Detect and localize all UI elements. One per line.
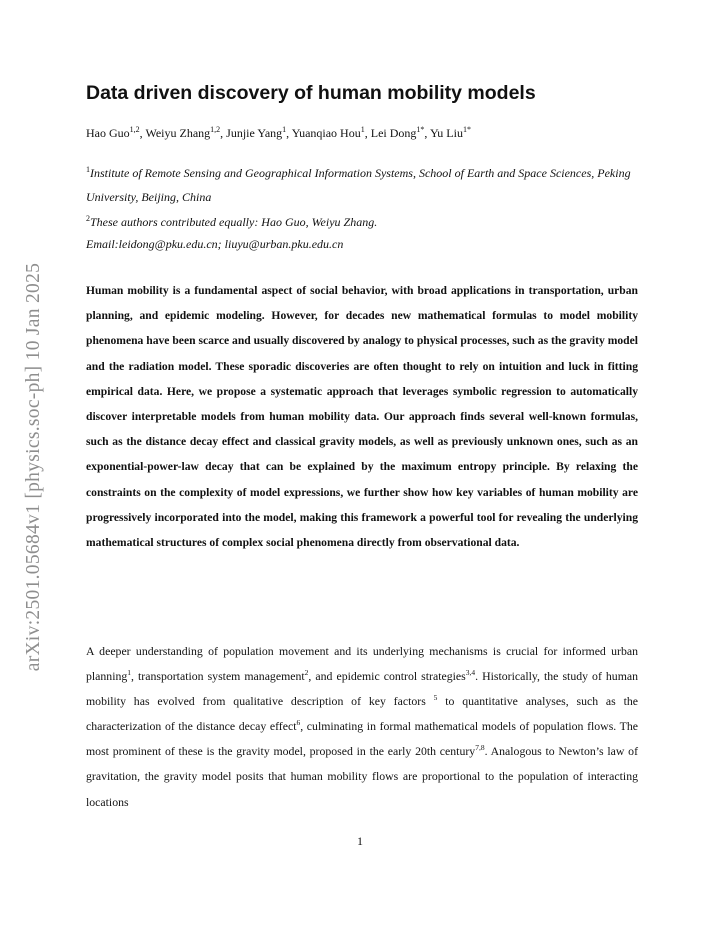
affiliation-mark: 2 (86, 214, 90, 223)
affiliation-mark: 1 (86, 165, 90, 174)
citation-ref[interactable]: 1 (127, 668, 132, 678)
intro-text: , and epidemic control strategies (308, 669, 466, 684)
arxiv-id-text: arXiv:2501.05684v1 [physics.soc-ph] 10 Jan 2025 (23, 262, 44, 672)
intro-text: to quantitative analyses, such as the characterization of the distance decay effect (86, 694, 638, 734)
affiliation-1-text: Institute of Remote Sensing and Geographical Information Systems, School of Earth and Space Sciences, Peking University, Beijing, China (86, 166, 631, 204)
author-name: Lei Dong (370, 126, 417, 140)
intro-text: . Historically, the study of human mobility has evolved from qualitative description of key factors (86, 669, 639, 709)
author-affiliation-mark: 1* (462, 125, 471, 134)
paper-title: Data driven discovery of human mobility models (86, 82, 536, 104)
page-number: 1 (357, 834, 363, 848)
author-affiliation-mark: 1 (282, 125, 287, 134)
affiliation-2-text: These authors contributed equally: Hao Guo, Weiyu Zhang. (90, 215, 378, 229)
author-name: Junjie Yang (226, 126, 283, 140)
author-affiliation-mark: 1,2 (129, 125, 140, 134)
intro-text: A deeper understanding of population movement and its underlying mechanisms is crucial for informed urban planning (86, 644, 638, 684)
arxiv-side-stamp (12, 222, 56, 712)
affiliation-1 (86, 158, 638, 209)
author-name: Yuanqiao Hou (291, 126, 361, 140)
author-name: Yu Liu (429, 126, 463, 140)
intro-text: , transportation system management (131, 669, 305, 684)
affiliation-2 (86, 207, 638, 234)
author-name: Weiyu Zhang (145, 126, 211, 140)
intro-text: , culminating in formal mathematical models of population flows. The most prominent of these is the gravity model, proposed in the early 20th century (86, 719, 638, 759)
citation-ref[interactable]: 5 (433, 693, 438, 703)
author-affiliation-mark: 1 (360, 125, 365, 134)
author-list: Hao Guo$^{1,2}$, Weiyu Zhang$^{1,2}$, Junjie Yang$^1$, Yuanqiao Hou$^1$, Lei Dong$^{1*}$, Yu Liu$^{1*}$ (86, 125, 471, 140)
author-name: Hao Guo (86, 126, 130, 140)
email-line: Email:leidong@pku.edu.cn; liuyu@urban.pku.edu.cn (86, 237, 344, 251)
intro-paragraph (86, 639, 638, 815)
intro-text: . Analogous to Newton’s law of gravitation, the gravity model posits that human mobility flows are proportional to the population of interacting locations (86, 744, 638, 809)
author-affiliation-mark: 1* (416, 125, 425, 134)
citation-ref[interactable]: 7,8 (475, 743, 485, 753)
author-affiliation-mark: 1,2 (210, 125, 221, 134)
citation-ref[interactable]: 3,4 (465, 668, 476, 678)
abstract: Human mobility is a fundamental aspect of social behavior, with broad applications in transportation, urban planning, and epidemic modeling. However, for decades new mathematical formulas to model mobility phenomena have been scarce and usually discovered by analogy to physical processes, such as the gravity model and the radiation model. These sporadic discoveries are often thought to rely on intuition and luck in fitting empirical data. Here, we propose a systematic approach that leverages symbolic regression to automatically discover interpretable models from human mobility data. Our approach finds several well-known formulas, such as the distance decay effect and classical gravity models, as well as previously unknown ones, such as an exponential-power-law decay that can be explained by the maximum entropy principle. By relaxing the constraints on the complexity of model expressions, we further show how key variables of human mobility are progressively incorporated into the model, making this framework a powerful tool for revealing the underlying mathematical structures of complex social phenomena directly from observational data. (86, 284, 638, 550)
citation-ref[interactable]: 6 (296, 718, 301, 728)
citation-ref[interactable]: 2 (304, 668, 309, 678)
